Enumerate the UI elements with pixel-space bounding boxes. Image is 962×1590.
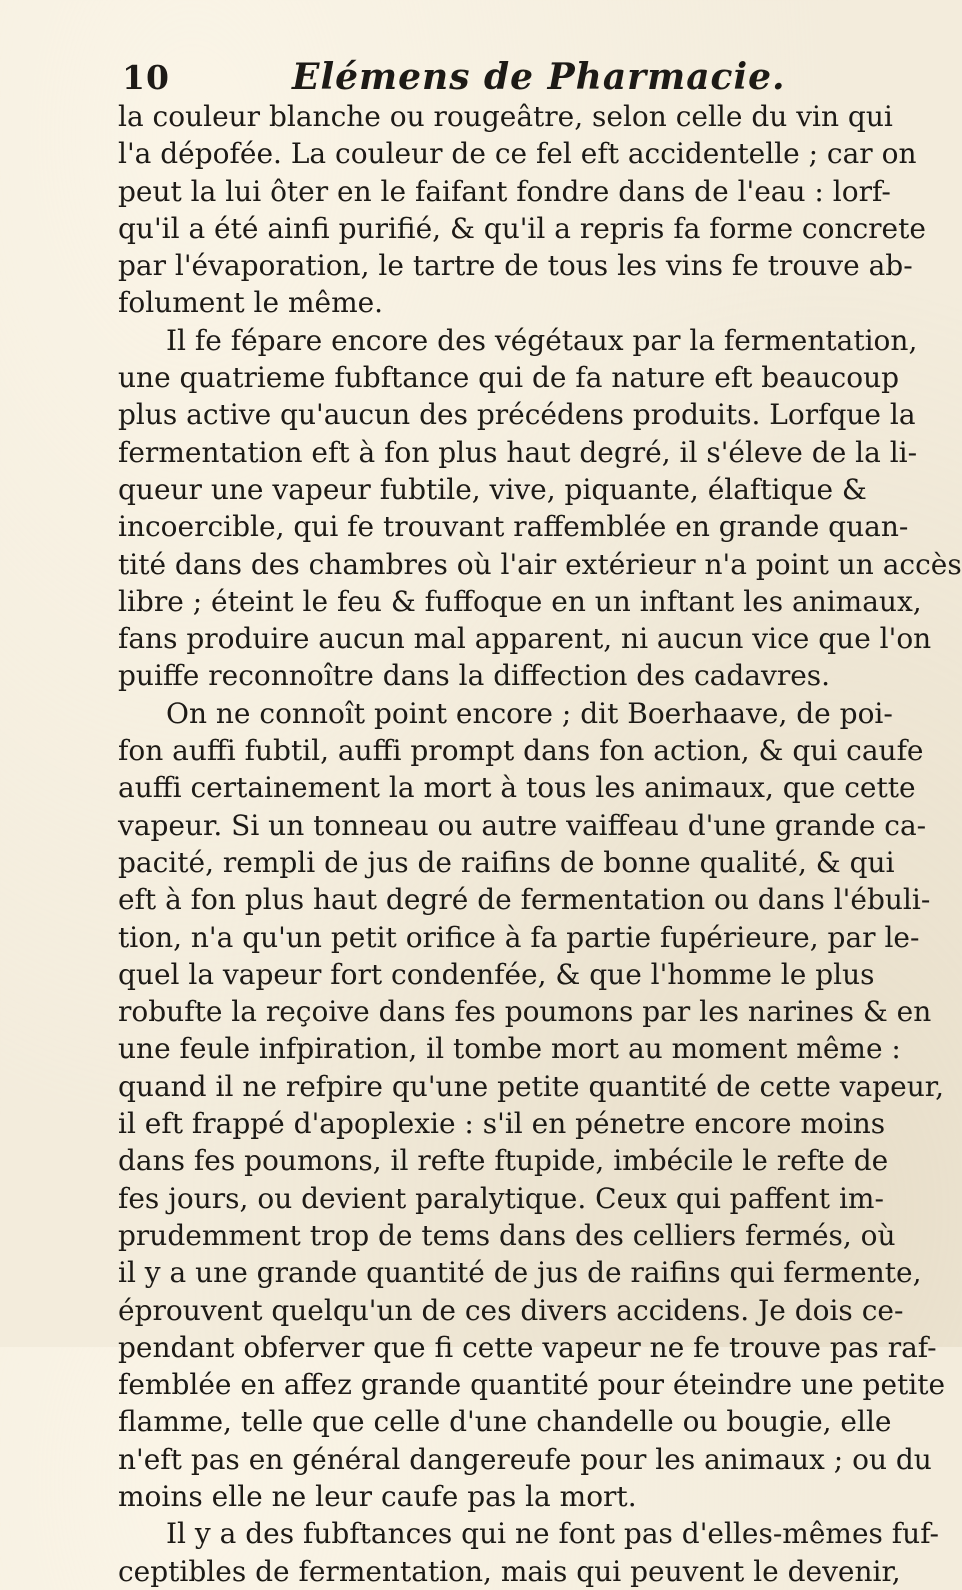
text-line: quand il ne refpire qu'une petite quantité de cette vapeur, (118, 1069, 944, 1103)
text-line: ceptibles de fermentation, mais qui peuvent le devenir, (118, 1554, 901, 1588)
paragraph (118, 1515, 940, 1590)
paragraph (118, 322, 962, 695)
text-line: éprouvent quelqu'un de ces divers accidens. Je dois ce- (118, 1293, 904, 1327)
text-line: peut la lui ôter en le faifant fondre dans de l'eau : lorf- (118, 174, 891, 208)
text-line: queur une vapeur fubtile, vive, piquante, élaftique & (118, 472, 867, 506)
text-line: dans fes poumons, il refte ftupide, imbécile le refte de (118, 1144, 889, 1178)
text-line: fermentation eft à fon plus haut degré, il s'éleve de la li- (118, 435, 918, 469)
text-line: eft à fon plus haut degré de fermentation ou dans l'ébuli- (118, 883, 931, 917)
text-line: Il y a des fubftances qui ne font pas d'elles-mêmes fuf- (166, 1517, 940, 1551)
text-line: par l'évaporation, le tartre de tous les vins fe trouve ab- (118, 249, 913, 283)
text-line: plus active qu'aucun des précédens produits. Lorfque la (118, 398, 916, 432)
text-line: pacité, rempli de jus de raifins de bonne qualité, & qui (118, 845, 895, 879)
text-line: il y a une grande quantité de jus de raifins qui fermente, (118, 1256, 922, 1290)
text-line: pendant obferver que fi cette vapeur ne fe trouve pas raf- (118, 1330, 937, 1364)
text-line: auffi certainement la mort à tous les animaux, que cette (118, 771, 916, 805)
text-line: robufte la reçoive dans fes poumons par les narines & en (118, 995, 932, 1029)
text-line: la couleur blanche ou rougeâtre, selon celle du vin qui (118, 100, 893, 133)
text-line: fans produire aucun mal apparent, ni aucun vice que l'on (118, 622, 932, 656)
text-line: femblée en affez grande quantité pour éteindre une petite (118, 1368, 946, 1402)
text-line: une feule infpiration, il tombe mort au moment même : (118, 1032, 901, 1066)
body-text (118, 98, 962, 1590)
text-line: vapeur. Si un tonneau ou autre vaiffeau d'une grande ca- (118, 808, 927, 842)
text-line: quel la vapeur fort condenfée, & que l'homme le plus (118, 957, 875, 991)
running-title: Elémens de Pharmacie. (292, 56, 786, 98)
text-line: Il fe fépare encore des végétaux par la fermentation, (166, 323, 918, 357)
page-number: 10 (122, 58, 170, 97)
text-line: On ne connoît point encore ; dit Boerhaave, de poi- (166, 696, 893, 730)
text-line: flamme, telle que celle d'une chandelle ou bougie, elle (118, 1405, 892, 1439)
text-line: fes jours, ou devient paralytique. Ceux qui paffent im- (118, 1181, 884, 1215)
text-line: une quatrieme fubftance qui de fa nature eft beaucoup (118, 361, 900, 395)
text-line: n'eft pas en général dangereufe pour les animaux ; ou du (118, 1442, 932, 1476)
text-line: incoercible, qui fe trouvant raffemblée en grande quan- (118, 510, 909, 544)
running-head (122, 58, 787, 102)
text-line: folument le même. (118, 286, 384, 320)
text-line: fon auffi fubtil, auffi prompt dans fon action, & qui caufe (118, 734, 924, 768)
text-line: prudemment trop de tems dans des celliers fermés, où (118, 1218, 896, 1252)
text-line: libre ; éteint le feu & fuffoque en un inftant les animaux, (118, 584, 922, 618)
paragraph (118, 695, 946, 1516)
paragraph (118, 98, 926, 322)
text-line: qu'il a été ainfi purifié, & qu'il a repris fa forme concrete (118, 211, 926, 245)
text-line: moins elle ne leur caufe pas la mort. (118, 1479, 637, 1513)
text-line: il eft frappé d'apoplexie : s'il en pénetre encore moins (118, 1107, 886, 1141)
text-line: tion, n'a qu'un petit orifice à fa partie fupérieure, par le- (118, 920, 920, 954)
text-line: puiffe reconnoître dans la diffection des cadavres. (118, 659, 831, 693)
text-line: l'a dépofée. La couleur de ce fel eft accidentelle ; car on (118, 137, 917, 171)
text-line: tité dans des chambres où l'air extérieur n'a point un accès (118, 547, 962, 581)
